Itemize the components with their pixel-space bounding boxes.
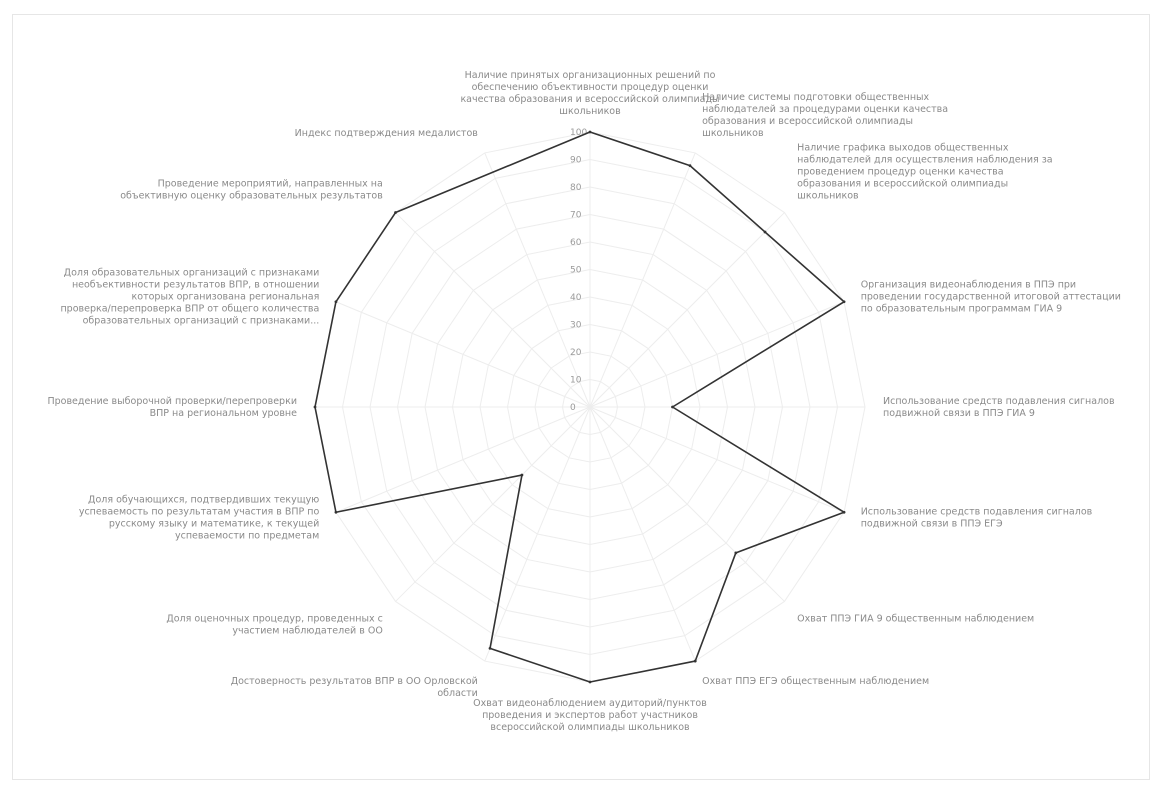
radial-tick-label: 30	[570, 320, 582, 331]
radial-tick-label: 20	[570, 348, 582, 358]
category-label: Наличие системы подготовки общественных наблюдателей за процедурами оценки качества образования и всероссийской олимпиады школьников	[702, 91, 949, 139]
category-label: Достоверность результатов ВПР в ОО Орловской области	[230, 676, 478, 700]
radial-tick-label: 40	[570, 293, 582, 303]
category-label: Доля обучающихся, подтвердивших текущую успеваемость по результатам участия в ВПР по русскому языку и математике, к текущей успеваемости по предметам	[78, 494, 320, 542]
radar-grid	[315, 132, 865, 682]
category-label: Организация видеонаблюдения в ППЭ при проведении государственной итоговой аттестации по образовательным программам ГИА 9	[860, 279, 1121, 315]
category-label: Проведение мероприятий, направленных на объективную оценку образовательных результатов	[120, 178, 383, 202]
category-label: Наличие принятых организационных решений по обеспечению объективности процедур оценки качества образования и всероссийской олимпиады школьников	[460, 70, 720, 117]
data-point	[489, 647, 492, 650]
radial-tick-label: 90	[570, 155, 582, 166]
category-label: Охват видеонаблюдением аудиторий/пунктов проведения и экспертов работ участников всероссийской олимпиады школьников	[473, 698, 707, 733]
data-point	[843, 511, 846, 514]
data-point	[694, 660, 697, 663]
category-label: Наличие графика выходов общественных наблюдателей для осуществления наблюдения за проведением процедур оценки качества образования и всероссийской олимпиады школьников	[797, 142, 1053, 202]
radial-tick-label: 100	[570, 128, 588, 138]
data-point	[764, 231, 767, 234]
grid-spoke	[590, 407, 844, 512]
category-label: Охват ППЭ ГИА 9 общественным наблюдением	[797, 613, 1035, 625]
category-label: Индекс подтверждения медалистов	[294, 127, 478, 139]
data-point	[671, 406, 674, 409]
data-point	[335, 300, 338, 303]
grid-spoke	[590, 407, 695, 661]
grid-spoke	[590, 153, 695, 407]
data-point	[394, 211, 397, 214]
radial-tick-label: 50	[570, 265, 582, 276]
grid-spoke	[336, 407, 590, 512]
grid-spoke	[336, 302, 590, 407]
category-label: Доля оценочных процедур, проведенных с участием наблюдателей в ОО	[166, 613, 383, 637]
grid-spoke	[485, 407, 590, 661]
data-point	[314, 406, 317, 409]
data-point	[843, 300, 846, 303]
grid-spoke	[396, 210, 590, 407]
data-point	[734, 551, 737, 554]
data-point	[521, 474, 524, 477]
category-label: Охват ППЭ ЕГЭ общественным наблюдением	[702, 676, 930, 688]
category-label: Использование средств подавления сигналов подвижной связи в ППЭ ГИА 9	[883, 396, 1115, 419]
radial-tick-label: 60	[570, 238, 582, 248]
data-point	[335, 511, 338, 514]
radial-tick-label: 0	[570, 403, 576, 413]
radial-tick-label: 80	[570, 183, 582, 193]
data-point	[689, 164, 692, 167]
radial-tick-label: 70	[570, 210, 582, 221]
grid-spoke	[590, 213, 784, 407]
grid-spoke	[590, 407, 784, 601]
grid-spoke	[396, 407, 590, 601]
data-point	[589, 681, 592, 684]
category-label: Проведение выборочной проверки/перепроверки ВПР на региональном уровне	[47, 396, 297, 419]
data-point	[589, 131, 592, 134]
radial-tick-label: 10	[570, 375, 582, 386]
grid-spoke	[590, 302, 844, 407]
category-label: Использование средств подавления сигналов подвижной связи в ППЭ ЕГЭ	[860, 506, 1093, 530]
category-label: Доля образовательных организаций с признаками необъективности результатов ВПР, в отношении которых организована региональная проверка/перепроверка ВПР от общего количества образовательных организаций с признаками...	[60, 267, 320, 327]
